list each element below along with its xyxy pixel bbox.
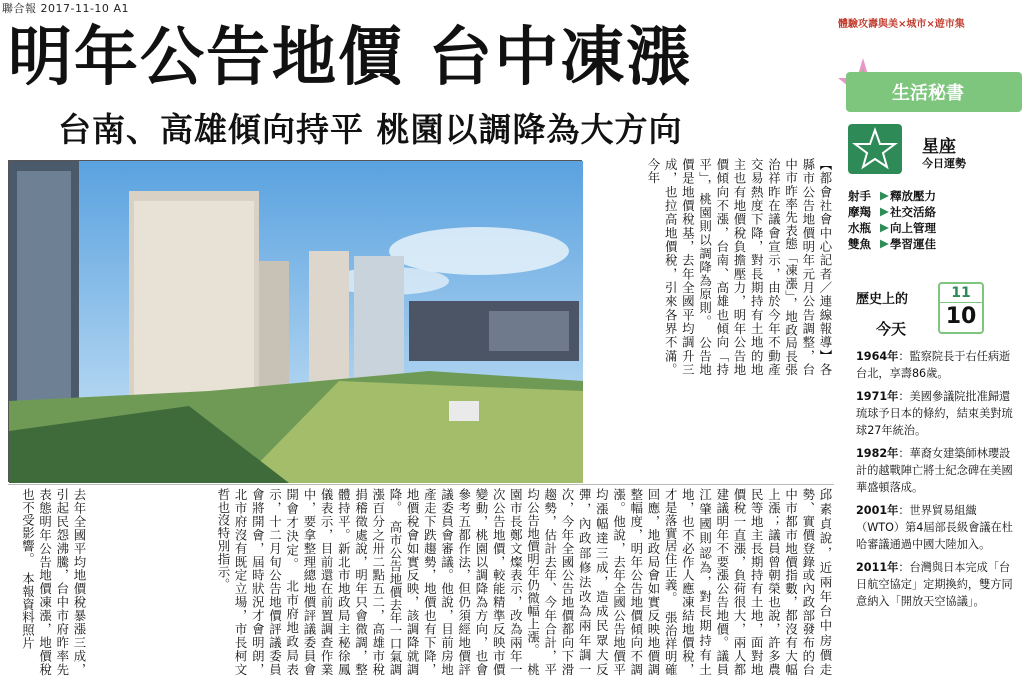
history-text: ：台灣與日本完成「台日航空協定」定期換約，雙方同意納入「開放天空協議」。 bbox=[856, 561, 1013, 608]
issue-date: 2017-11-10 bbox=[40, 2, 110, 15]
history-year: 2011年 bbox=[856, 561, 899, 574]
article-column-2: 邱素貞說，近兩年台中房價走勢、實價登錄或內政部發布的台中市都市地價指數，都沒有大幅上漲；議員曾朝榮也說，許多農民等地主長期持有土地，面對地價稅一直漲，負荷很大，兩人都建議明年不要漲公告地價。議員江肇國則認為，對長期持有土地，也不必作人應凍結地價稅，才是落實居住正義。 張治祥明確回應，地政局會如實反映地價調整幅度，明年公告地價傾向不調漲。他說，去年全國公告地價平均漲幅達三成，造成民眾大反彈，內政部修法改為兩年調一次，今年全國公告地價都向下滑趨勢，估計去年、今年合計，平均公告地價明年仍微幅上漲。 桃園市長鄭文燦表示，改為兩年一次公告地價，較能精準反映市價變動，桃園以調降為方向，也會參考五都作法，但仍須經地價評議委員會審議。他說，目前房地產走下跌趨勢，地價也有下降，地價稅會如實反映，該調降就調降。 高市公告地價去年一口氣調漲百分之卅二點五二，高雄市稅捐稽徵處說，明年只會微調，整體持平。新北市地政局主秘徐鳳儀表示，目前還在前置調查作業中，要拿整理總地價評議委員會開會才決定。 北市府地政局表示，十二月旬公告地價評議委員會將開會，屆時狀況才會明朗，北市府沒有既定立場，市長柯文哲也沒特別指示。 bbox=[215, 488, 833, 676]
horoscope-item bbox=[848, 236, 1024, 252]
horoscope-icon bbox=[848, 124, 902, 174]
page-subhead: 台南、高雄傾向持平 桃園以調降為大方向 bbox=[58, 110, 683, 149]
section-banner bbox=[846, 72, 1022, 112]
history-year: 2001年 bbox=[856, 504, 899, 517]
page-headline: 明年公告地價 台中凍漲 bbox=[8, 21, 693, 95]
arrow-icon: ▶ bbox=[880, 220, 889, 234]
history-year: 1971年 bbox=[856, 390, 899, 403]
history-item bbox=[856, 388, 1018, 439]
history-title: 歷史上的 bbox=[856, 292, 909, 307]
sign-tip: 學習運佳 bbox=[890, 237, 936, 251]
sign-name: 摩羯 bbox=[848, 205, 871, 219]
history-text: ：美國參議院批准歸還琉球予日本的條約，結束美對琉球27年統治。 bbox=[856, 390, 1013, 437]
photo-caption: 去年全國平均地價稅暴漲三成，引起民怨沸騰，台中市府昨率先表態明年公告地價凍漲，地價稅也不受影響。 本報資料照片 bbox=[20, 488, 87, 676]
column-divider bbox=[8, 484, 834, 485]
city-skyline-photo bbox=[9, 161, 583, 483]
calendar-month: 11 bbox=[951, 285, 971, 301]
section-title: 生活秘書 bbox=[892, 83, 964, 104]
history-text: ：世界貿易組織（WTO）第4屆部長級會議在杜哈審議通過中國大陸加入。 bbox=[856, 504, 1013, 551]
article-column-1: 【都會社會中心記者／連線報導】各縣市公告地價明年元月公告調整，台中市昨率先表態「凍漲」，地政局長張治祥昨在議會宣示，由於今年不動產交易熱度下降，對長期持有土地的地主也有地價稅負擔壓力，明年公告地價傾向不漲，台南、高雄也傾向「持平」，桃園則以調降為原則。 公告地價是地價稅基，去年全國平均調升三成，也拉高地價稅，引來各界不滿。今年 bbox=[645, 158, 833, 376]
sign-tip: 社交活絡 bbox=[890, 205, 936, 219]
horoscope-title: 星座 bbox=[922, 137, 956, 157]
top-ad-strip: 體驗攻壽與美×城市×遊市集 bbox=[838, 19, 965, 30]
arrow-icon: ▶ bbox=[880, 236, 889, 250]
masthead-bar bbox=[0, 0, 1024, 14]
history-list bbox=[856, 348, 1018, 616]
news-photo bbox=[8, 160, 582, 482]
arrow-icon: ▶ bbox=[880, 188, 889, 202]
horoscope-item bbox=[848, 204, 1024, 220]
history-item bbox=[856, 559, 1018, 610]
calendar-icon bbox=[938, 282, 984, 334]
history-text: ：監察院長于右任病逝台北，享壽86歲。 bbox=[856, 350, 1011, 380]
paper-name: 聯合報 bbox=[2, 2, 37, 15]
history-item bbox=[856, 445, 1018, 496]
history-year: 1982年 bbox=[856, 447, 899, 460]
sign-name: 雙魚 bbox=[848, 237, 871, 251]
history-year: 1964年 bbox=[856, 350, 899, 363]
horoscope-subtitle: 今日運勢 bbox=[922, 157, 966, 170]
history-today-label: 今天 bbox=[876, 320, 907, 338]
history-item bbox=[856, 348, 1018, 382]
horoscope-item bbox=[848, 220, 1024, 236]
masthead-label bbox=[2, 0, 129, 16]
arrow-icon: ▶ bbox=[880, 204, 889, 218]
page-number: A1 bbox=[113, 2, 129, 15]
history-text: ：華裔女建築師林瓔設計的越戰陣亡將士紀念碑在美國華盛頓落成。 bbox=[856, 447, 1013, 494]
horoscope-item bbox=[848, 188, 1024, 204]
history-item bbox=[856, 502, 1018, 553]
sign-tip: 釋放壓力 bbox=[890, 189, 936, 203]
sign-name: 射手 bbox=[848, 189, 871, 203]
calendar-day: 10 bbox=[940, 302, 982, 331]
sign-name: 水瓶 bbox=[848, 221, 871, 235]
sidebar bbox=[838, 28, 1024, 689]
horoscope-list bbox=[848, 188, 1024, 252]
sign-tip: 向上管理 bbox=[890, 221, 936, 235]
